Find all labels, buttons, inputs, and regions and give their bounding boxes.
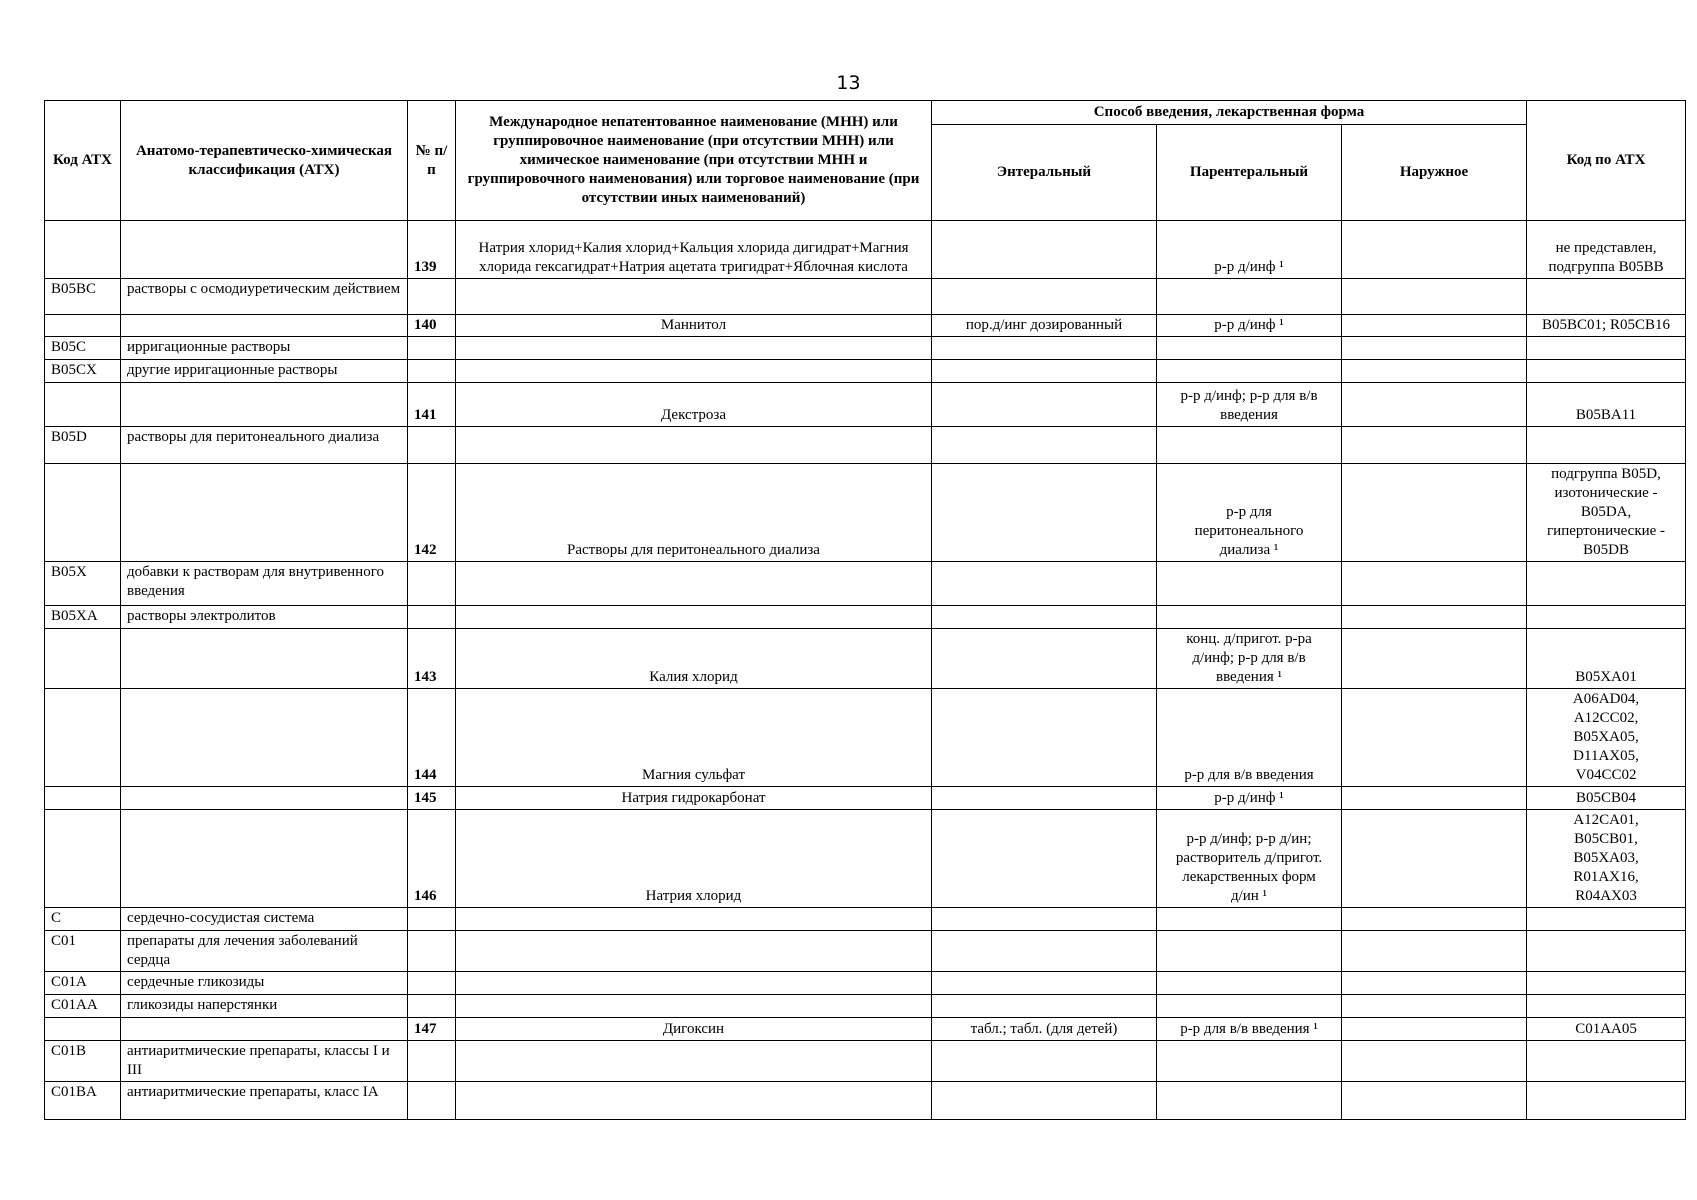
parenteral-cell: р-р д/инф ¹ xyxy=(1157,315,1342,337)
enteral-cell xyxy=(932,908,1157,931)
classification-cell xyxy=(121,810,408,908)
code-cell: B05D xyxy=(45,427,121,464)
table-row xyxy=(45,787,1686,810)
table-row xyxy=(45,562,1686,606)
atx-code-cell xyxy=(1527,337,1686,360)
external-cell xyxy=(1342,908,1527,931)
enteral-cell xyxy=(932,1041,1157,1082)
table-row xyxy=(45,315,1686,337)
code-cell xyxy=(45,787,121,810)
number-cell xyxy=(408,908,456,931)
enteral-cell xyxy=(932,562,1157,606)
atx-code-cell xyxy=(1527,360,1686,383)
enteral-cell xyxy=(932,972,1157,995)
table-row xyxy=(45,383,1686,427)
parenteral-cell: р-р д/инф; р-р д/ин; растворитель д/пригот. лекарственных форм д/ин ¹ xyxy=(1157,810,1342,908)
enteral-cell xyxy=(932,383,1157,427)
atx-code-cell: A06AD04, A12CC02, B05XA05, D11AX05, V04CC02 xyxy=(1527,689,1686,787)
external-cell xyxy=(1342,629,1527,689)
classification-cell xyxy=(121,629,408,689)
parenteral-cell: р-р для в/в введения xyxy=(1157,689,1342,787)
number-cell xyxy=(408,1041,456,1082)
classification-cell: антиаритмические препараты, классы I и III xyxy=(121,1041,408,1082)
external-cell xyxy=(1342,787,1527,810)
number-cell: 142 xyxy=(408,464,456,562)
external-cell xyxy=(1342,221,1527,279)
atx-code-cell xyxy=(1527,931,1686,972)
table-row xyxy=(45,606,1686,629)
atx-code-cell xyxy=(1527,1082,1686,1120)
table-row xyxy=(45,427,1686,464)
classification-cell: добавки к растворам для внутривенного введения xyxy=(121,562,408,606)
classification-cell: гликозиды наперстянки xyxy=(121,995,408,1018)
code-cell: C01AA xyxy=(45,995,121,1018)
name-cell: Маннитол xyxy=(456,315,932,337)
code-cell: C xyxy=(45,908,121,931)
parenteral-cell xyxy=(1157,1041,1342,1082)
number-cell: 139 xyxy=(408,221,456,279)
enteral-cell xyxy=(932,689,1157,787)
external-cell xyxy=(1342,689,1527,787)
classification-cell xyxy=(121,383,408,427)
atx-code-cell xyxy=(1527,1041,1686,1082)
enteral-cell xyxy=(932,1082,1157,1120)
parenteral-cell: конц. д/пригот. р-ра д/инф; р-р для в/в введения ¹ xyxy=(1157,629,1342,689)
name-cell xyxy=(456,427,932,464)
external-cell xyxy=(1342,337,1527,360)
header-parenteral: Парентеральный xyxy=(1157,125,1342,221)
table-row xyxy=(45,337,1686,360)
parenteral-cell: р-р для перитонеального диализа ¹ xyxy=(1157,464,1342,562)
parenteral-cell: р-р д/инф ¹ xyxy=(1157,221,1342,279)
number-cell: 141 xyxy=(408,383,456,427)
enteral-cell xyxy=(932,995,1157,1018)
table-row xyxy=(45,908,1686,931)
number-cell: 145 xyxy=(408,787,456,810)
atx-code-cell xyxy=(1527,606,1686,629)
classification-cell: сердечные гликозиды xyxy=(121,972,408,995)
parenteral-cell xyxy=(1157,995,1342,1018)
atx-code-cell xyxy=(1527,908,1686,931)
parenteral-cell: р-р д/инф ¹ xyxy=(1157,787,1342,810)
atx-code-cell xyxy=(1527,427,1686,464)
enteral-cell xyxy=(932,606,1157,629)
table-row xyxy=(45,972,1686,995)
number-cell xyxy=(408,562,456,606)
parenteral-cell xyxy=(1157,562,1342,606)
atx-code-cell: C01AA05 xyxy=(1527,1018,1686,1041)
atx-code-cell: A12CA01, B05CB01, B05XA03, R01AX16, R04AX03 xyxy=(1527,810,1686,908)
code-cell: B05X xyxy=(45,562,121,606)
name-cell: Дигоксин xyxy=(456,1018,932,1041)
number-cell xyxy=(408,995,456,1018)
classification-cell xyxy=(121,315,408,337)
table-row xyxy=(45,629,1686,689)
name-cell xyxy=(456,972,932,995)
enteral-cell: пор.д/инг дозированный xyxy=(932,315,1157,337)
atx-code-cell xyxy=(1527,279,1686,315)
external-cell xyxy=(1342,1082,1527,1120)
code-cell xyxy=(45,810,121,908)
enteral-cell xyxy=(932,464,1157,562)
number-cell: 146 xyxy=(408,810,456,908)
code-cell xyxy=(45,629,121,689)
classification-cell: ирригационные растворы xyxy=(121,337,408,360)
name-cell: Натрия гидрокарбонат xyxy=(456,787,932,810)
number-cell: 147 xyxy=(408,1018,456,1041)
atx-code-cell: B05CB04 xyxy=(1527,787,1686,810)
enteral-cell xyxy=(932,427,1157,464)
enteral-cell xyxy=(932,810,1157,908)
name-cell: Декстроза xyxy=(456,383,932,427)
atx-code-cell: B05BA11 xyxy=(1527,383,1686,427)
parenteral-cell: р-р д/инф; р-р для в/в введения xyxy=(1157,383,1342,427)
parenteral-cell xyxy=(1157,908,1342,931)
name-cell: Растворы для перитонеального диализа xyxy=(456,464,932,562)
external-cell xyxy=(1342,972,1527,995)
header-mnn: Международное непатентованное наименование (МНН) или группировочное наименование (при отсутствии МНН) или химическое наименование (при отсутствии МНН и группировочного наименования) или торговое наименование (при отсутствии иных наименований) xyxy=(456,101,932,221)
name-cell xyxy=(456,1041,932,1082)
code-cell: B05XA xyxy=(45,606,121,629)
parenteral-cell: р-р для в/в введения ¹ xyxy=(1157,1018,1342,1041)
external-cell xyxy=(1342,360,1527,383)
table-row xyxy=(45,689,1686,787)
parenteral-cell xyxy=(1157,931,1342,972)
code-cell xyxy=(45,221,121,279)
number-cell: 144 xyxy=(408,689,456,787)
atx-code-cell: B05BC01; R05CB16 xyxy=(1527,315,1686,337)
classification-cell xyxy=(121,787,408,810)
code-cell: C01B xyxy=(45,1041,121,1082)
table-row xyxy=(45,931,1686,972)
number-cell xyxy=(408,279,456,315)
number-cell xyxy=(408,931,456,972)
number-cell: 143 xyxy=(408,629,456,689)
external-cell xyxy=(1342,810,1527,908)
name-cell xyxy=(456,360,932,383)
name-cell xyxy=(456,995,932,1018)
number-cell: 140 xyxy=(408,315,456,337)
enteral-cell xyxy=(932,629,1157,689)
classification-cell: растворы для перитонеального диализа xyxy=(121,427,408,464)
code-cell xyxy=(45,315,121,337)
enteral-cell: табл.; табл. (для детей) xyxy=(932,1018,1157,1041)
enteral-cell xyxy=(932,221,1157,279)
external-cell xyxy=(1342,1018,1527,1041)
external-cell xyxy=(1342,427,1527,464)
atx-code-cell xyxy=(1527,562,1686,606)
table-row xyxy=(45,995,1686,1018)
atx-code-cell: B05XA01 xyxy=(1527,629,1686,689)
external-cell xyxy=(1342,279,1527,315)
classification-cell: сердечно-сосудистая система xyxy=(121,908,408,931)
code-cell: C01BA xyxy=(45,1082,121,1120)
table-row xyxy=(45,1041,1686,1082)
number-cell xyxy=(408,427,456,464)
enteral-cell xyxy=(932,931,1157,972)
name-cell xyxy=(456,931,932,972)
code-cell xyxy=(45,464,121,562)
classification-cell: антиаритмические препараты, класс IA xyxy=(121,1082,408,1120)
parenteral-cell xyxy=(1157,360,1342,383)
header-enteral: Энтеральный xyxy=(932,125,1157,221)
name-cell xyxy=(456,908,932,931)
enteral-cell xyxy=(932,337,1157,360)
classification-cell xyxy=(121,221,408,279)
external-cell xyxy=(1342,606,1527,629)
header-code-atx: Код АТХ xyxy=(45,101,121,221)
parenteral-cell xyxy=(1157,606,1342,629)
name-cell: Калия хлорид xyxy=(456,629,932,689)
external-cell xyxy=(1342,562,1527,606)
external-cell xyxy=(1342,995,1527,1018)
code-cell: C01 xyxy=(45,931,121,972)
classification-cell: другие ирригационные растворы xyxy=(121,360,408,383)
parenteral-cell xyxy=(1157,279,1342,315)
name-cell: Натрия хлорид xyxy=(456,810,932,908)
table-row xyxy=(45,464,1686,562)
name-cell xyxy=(456,606,932,629)
atx-code-cell xyxy=(1527,972,1686,995)
table-row xyxy=(45,1082,1686,1120)
code-cell: B05CX xyxy=(45,360,121,383)
name-cell xyxy=(456,562,932,606)
name-cell: Натрия хлорид+Калия хлорид+Кальция хлорида дигидрат+Магния хлорида гексагидрат+Натрия ацетата тригидрат+Яблочная кислота xyxy=(456,221,932,279)
classification-cell: препараты для лечения заболеваний сердца xyxy=(121,931,408,972)
parenteral-cell xyxy=(1157,427,1342,464)
classification-cell xyxy=(121,1018,408,1041)
number-cell xyxy=(408,606,456,629)
header-code-by-atx: Код по АТХ xyxy=(1527,101,1686,221)
name-cell xyxy=(456,337,932,360)
code-cell: C01A xyxy=(45,972,121,995)
enteral-cell xyxy=(932,279,1157,315)
code-cell: B05BC xyxy=(45,279,121,315)
drug-table xyxy=(44,100,1686,1120)
parenteral-cell xyxy=(1157,972,1342,995)
number-cell xyxy=(408,337,456,360)
number-cell xyxy=(408,972,456,995)
table-row xyxy=(45,1018,1686,1041)
table-row xyxy=(45,221,1686,279)
name-cell xyxy=(456,1082,932,1120)
page-number: 13 xyxy=(836,72,861,94)
table-row xyxy=(45,810,1686,908)
external-cell xyxy=(1342,315,1527,337)
classification-cell xyxy=(121,464,408,562)
atx-code-cell xyxy=(1527,995,1686,1018)
external-cell xyxy=(1342,931,1527,972)
enteral-cell xyxy=(932,360,1157,383)
external-cell xyxy=(1342,1041,1527,1082)
header-external: Наружное xyxy=(1342,125,1527,221)
classification-cell: растворы электролитов xyxy=(121,606,408,629)
number-cell xyxy=(408,1082,456,1120)
table-row xyxy=(45,279,1686,315)
parenteral-cell xyxy=(1157,1082,1342,1120)
header-number: № п/п xyxy=(408,101,456,221)
code-cell xyxy=(45,383,121,427)
atx-code-cell: подгруппа B05D, изотонические - B05DA, гипертонические - B05DB xyxy=(1527,464,1686,562)
table-row xyxy=(45,360,1686,383)
external-cell xyxy=(1342,464,1527,562)
name-cell xyxy=(456,279,932,315)
enteral-cell xyxy=(932,787,1157,810)
parenteral-cell xyxy=(1157,337,1342,360)
code-cell xyxy=(45,1018,121,1041)
atx-code-cell: не представлен, подгруппа B05BB xyxy=(1527,221,1686,279)
external-cell xyxy=(1342,383,1527,427)
header-route-group: Способ введения, лекарственная форма xyxy=(932,101,1527,125)
header-classification: Анатомо-терапевтическо-химическая классификация (АТХ) xyxy=(121,101,408,221)
classification-cell: растворы с осмодиуретическим действием xyxy=(121,279,408,315)
code-cell: B05C xyxy=(45,337,121,360)
number-cell xyxy=(408,360,456,383)
code-cell xyxy=(45,689,121,787)
classification-cell xyxy=(121,689,408,787)
name-cell: Магния сульфат xyxy=(456,689,932,787)
